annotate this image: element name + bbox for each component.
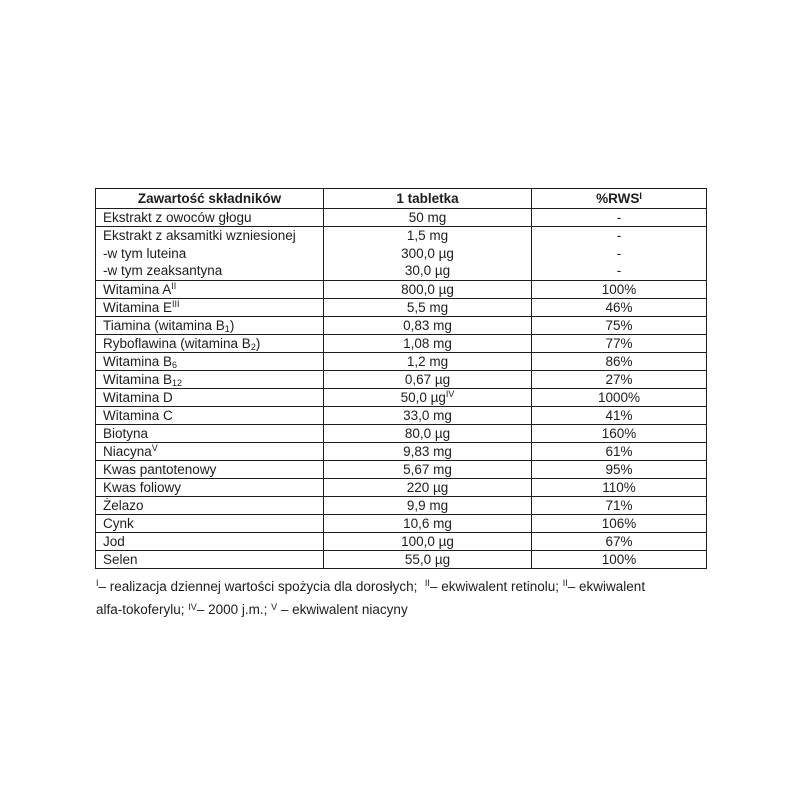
table-row [96, 532, 707, 550]
amount-cell: 9,9 mg [324, 496, 532, 514]
table-row [96, 334, 707, 352]
table-row [96, 496, 707, 514]
amount-cell: 50,0 µg$^{IV}$ [324, 388, 532, 406]
ingredient-name-cell: Żelazo [96, 496, 324, 514]
ingredient-name-cell: Tiamina (witamina $B_1$) [96, 316, 324, 334]
amount-cell: 1,2 mg [324, 352, 532, 370]
table-row [96, 298, 707, 316]
ingredient-name-cell-line: -w tym zeaksantyna [103, 263, 223, 279]
rws-cell: - [532, 209, 707, 227]
rws-cell: 86% [532, 352, 707, 370]
table-row [96, 514, 707, 532]
table-header [96, 189, 707, 209]
amount-cell: 50 mg [324, 209, 532, 227]
table-row [96, 209, 707, 227]
footnote [95, 575, 707, 622]
rws-cell: 67% [532, 532, 707, 550]
table-row [96, 280, 707, 298]
rws-cell: 77% [532, 334, 707, 352]
rws-cell: 100% [532, 550, 707, 568]
table-row [96, 352, 707, 370]
footnote-line-1: $^I$– realizacja dziennej wartości spożycia dla dorosłych; $^{II}$– ekwiwalent retinolu; $^{II}$– ekwiwalent [96, 578, 646, 594]
ingredient-name-cell: Ryboflawina (witamina $B_2$) [96, 334, 324, 352]
supplement-facts-panel [95, 188, 707, 622]
rws-cell-line: - [616, 263, 622, 279]
amount-cell: 5,67 mg [324, 460, 532, 478]
table-row [96, 550, 707, 568]
rws-cell: 41% [532, 406, 707, 424]
ingredient-name-cell: Niacyna$^V$ [96, 442, 324, 460]
rws-cell: 100% [532, 280, 707, 298]
table-header-row [96, 189, 707, 209]
rws-cell: 160% [532, 424, 707, 442]
ingredient-name-cell: Ekstrakt z owoców głogu [96, 209, 324, 227]
ingredient-name-cell-line: Ekstrakt z aksamitki wzniesionej [103, 228, 296, 243]
table-row [96, 406, 707, 424]
col-header-ingredients: Zawartość składników [96, 189, 324, 209]
table-row [96, 460, 707, 478]
amount-cell-line: 30,0 µg [404, 263, 451, 279]
rws-cell-line: - [616, 228, 622, 243]
ingredients-table [95, 188, 707, 569]
ingredient-name-cell: Witamina D [96, 388, 324, 406]
footnote-line-2: alfa-tokoferylu; $^{IV}$– 2000 j.m.; $^V$ – ekwiwalent niacyny [96, 601, 408, 618]
amount-cell: 220 µg [324, 478, 532, 496]
amount-cell: 9,83 mg [324, 442, 532, 460]
ingredient-name-cell [96, 227, 324, 281]
ingredient-name-cell: Kwas pantotenowy [96, 460, 324, 478]
ingredient-name-cell: Witamina C [96, 406, 324, 424]
ingredient-name-cell: Witamina $A^{II}$ [96, 280, 324, 298]
amount-cell-line: 300,0 µg [401, 245, 454, 261]
rws-cell: 1000% [532, 388, 707, 406]
amount-cell [324, 227, 532, 281]
amount-cell: 1,08 mg [324, 334, 532, 352]
table-row [96, 227, 707, 281]
amount-cell: 800,0 µg [324, 280, 532, 298]
table-row [96, 478, 707, 496]
amount-cell-line: 1,5 mg [406, 228, 449, 243]
amount-cell: 0,67 µg [324, 370, 532, 388]
rws-cell [532, 227, 707, 281]
rws-cell: 95% [532, 460, 707, 478]
table-body [96, 209, 707, 569]
ingredient-name-cell: Kwas foliowy [96, 478, 324, 496]
amount-cell: 55,0 µg [324, 550, 532, 568]
rws-cell: 71% [532, 496, 707, 514]
col-header-tablet: 1 tabletka [324, 189, 532, 209]
ingredient-name-cell: Witamina $B_{12}$ [96, 370, 324, 388]
rws-cell: 46% [532, 298, 707, 316]
amount-cell: 0,83 mg [324, 316, 532, 334]
col-header-rws: $\%RWS^I$ [532, 189, 707, 209]
table-row [96, 316, 707, 334]
ingredient-name-cell: Jod [96, 532, 324, 550]
rws-cell: 27% [532, 370, 707, 388]
rws-cell: 106% [532, 514, 707, 532]
table-row [96, 388, 707, 406]
rws-cell: 75% [532, 316, 707, 334]
ingredient-name-cell: Biotyna [96, 424, 324, 442]
rws-cell: 110% [532, 478, 707, 496]
table-row [96, 424, 707, 442]
rws-cell-line: - [616, 245, 622, 261]
table-row [96, 370, 707, 388]
rws-cell: 61% [532, 442, 707, 460]
amount-cell: 5,5 mg [324, 298, 532, 316]
ingredient-name-cell: Witamina $B_6$ [96, 352, 324, 370]
amount-cell: 33,0 mg [324, 406, 532, 424]
amount-cell: 10,6 mg [324, 514, 532, 532]
ingredient-name-cell-line: -w tym luteina [103, 245, 187, 261]
ingredient-name-cell: Witamina $E^{III}$ [96, 298, 324, 316]
ingredient-name-cell: Cynk [96, 514, 324, 532]
amount-cell: 80,0 µg [324, 424, 532, 442]
ingredient-name-cell: Selen [96, 550, 324, 568]
amount-cell: 100,0 µg [324, 532, 532, 550]
table-row [96, 442, 707, 460]
